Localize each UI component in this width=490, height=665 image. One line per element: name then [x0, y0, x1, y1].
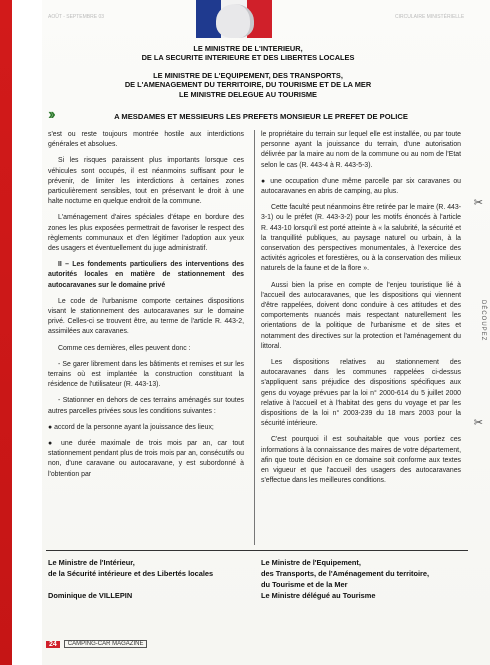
scissors-icon: ✂	[473, 197, 483, 209]
paragraph: Si les risques paraissent plus importants lorsque ces véhicules sont occupés, il est néanmoins suffisant pour le prévenir, de limiter les interdictions à certaines zones particulièrement sensibles, tout en préservant le droit à une halte nocturne en quelque endroit de la commune.	[48, 157, 244, 206]
cut-here-label: DÉCOUPEZ	[480, 300, 486, 342]
paragraph: - Se garer librement dans les bâtiments et remises et sur les terrains où est implantée la construction constituant la résidence de l'utilisateur (R. 443-13).	[48, 360, 244, 389]
magazine-name: CAMPING-CAR MAGAZINE	[64, 640, 148, 648]
paragraph: Aussi bien la prise en compte de l'enjeu touristique lié à l'accueil des autocaravanes, que les dispositions qui viennent d'être rappelées, doivent donc conduire à ces attitudes et des comportements nuancés mais respectant naturellement les orientations de la politique de l'urbanisme et de sites et notamment des directives sur la protection et l'aménagement du littoral.	[261, 281, 461, 350]
paragraph: Les dispositions relatives au stationnement des autocaravanes dans les communes rappelées ci-dessus s'appliquent sans préjudice des dispositions spécifiques aux gens du voyage prévues par la loi n° 2000-614 du 5 juillet 2000 relative à l'accueil et à l'habitat des gens du voyage et par les dispositions de la loi n° 2003-239 du 18 mars 2003 pour la sécurité intérieure.	[261, 359, 461, 428]
paragraph: Comme ces dernières, elles peuvent donc :	[58, 344, 191, 352]
marianne-logo	[196, 0, 272, 38]
bullet-icon: ●	[261, 177, 271, 185]
top-left-date: AOÛT - SEPTEMBRE 03	[48, 14, 105, 20]
paragraph: s'est ou reste toujours montrée hostile aux interdictions générales et absolues.	[48, 131, 244, 149]
flag-stripe-red	[0, 0, 12, 665]
right-column	[261, 130, 461, 493]
double-chevron-icon: ››	[48, 106, 53, 123]
bullet-icon: ●	[48, 423, 55, 431]
paragraph: C'est pourquoi il est souhaitable que vous portiez ces informations à la connaissance des maires de votre département, afin que toute décision en ce domaine soit conforme aux textes en vigueur et que l'accueil des usagers des autocaravanes s'effectue dans les meilleures conditions.	[261, 436, 461, 485]
paragraph: - Stationner en dehors de ces terrains aménagés sur toutes autres parcelles privées sous les conditions suivantes :	[48, 397, 244, 415]
paragraph: Cette faculté peut néanmoins être retirée par le maire (R. 443-3-1) ou le préfet (R. 443-3-2) pour les motifs énoncés à l'article R. 443-10 lorsqu'il est porté atteinte à « la salubrité, la sécurité et la tranquillité publiques, au paysage naturel ou urbain, à la conservation des perspectives monumentales, à l'exercice des activités agricoles et forestières, ou à la conservation des milieux naturels de la faune et de la flore ».	[261, 204, 461, 273]
left-column	[48, 130, 244, 486]
header-block-equipment: LE MINISTRE DE L'EQUIPEMENT, DES TRANSPORTS, DE L'AMENAGEMENT DU TERRITOIRE, DU TOURISME ET DE LA MER LE MINISTRE DELEGUE AU TOURISME	[124, 71, 372, 99]
page-number: 24	[46, 641, 60, 648]
paragraph: ● une occupation d'une même parcelle par six caravanes ou autocaravanes en abris de camping, au plus.	[261, 177, 461, 196]
bullet-icon: ●	[48, 440, 62, 448]
flag-stripe-white	[12, 0, 42, 665]
addressees: A MESDAMES ET MESSIEURS LES PREFETS MONSIEUR LE PREFET DE POLICE	[114, 112, 408, 121]
section-heading: II – Les fondements particuliers des interventions des autorités locales en matière de stationnement des autocaravanes sur le domaine privé	[48, 261, 244, 289]
signature-divider	[46, 550, 468, 551]
signature-left: Le Ministre de l'Intérieur, de la Sécurité intérieure et des Libertés locales Dominique de VILLEPIN	[48, 558, 214, 600]
page-footer	[46, 640, 147, 648]
paragraph: ● une durée maximale de trois mois par an, car tout stationnement pendant plus de trois mois par an, consécutifs ou non, d'une caravane ou autocaravane, y est subordonné à l'obtention par	[48, 440, 244, 478]
column-divider	[254, 130, 255, 545]
paragraph: Le code de l'urbanisme comporte certaines dispositions visant le stationnement des autocaravanes sur le domaine privé. Celles-ci se trouvent être, au terme de l'article R. 443-2, assimilées aux caravanes.	[48, 297, 244, 336]
paragraph: L'aménagement d'aires spéciales d'étape en bordure des zones les plus exposées permettrait de favoriser le respect des règlements communaux et d'en légitimer l'adoption aux yeux des usagers et éventuellement du juge administratif.	[48, 214, 244, 253]
signature-right: Le Ministre de l'Equipement, des Transports, de l'Aménagement du territoire, du Tourisme et de la Mer Le Ministre délégué au Tourisme	[261, 558, 430, 600]
paragraph: le propriétaire du terrain sur lequel elle est installée, ou par toute personne ayant la jouissance du terrain, d'une autorisation délivrée par la maire au nom de la commune ou au nom de l'Etat selon le cas (R. 443-4 à R. 443-5-3).	[261, 131, 461, 169]
header-block-interior: LE MINISTRE DE L'INTERIEUR, DE LA SECURITE INTERIEURE ET DES LIBERTES LOCALES	[141, 44, 355, 63]
paragraph: ● accord de la personne ayant la jouissance des lieux;	[48, 423, 214, 431]
top-right-rubric: CIRCULAIRE MINISTÉRIELLE	[395, 14, 465, 20]
signatory-name: Dominique de VILLEPIN	[48, 591, 133, 600]
scissors-icon: ✂	[473, 417, 483, 429]
